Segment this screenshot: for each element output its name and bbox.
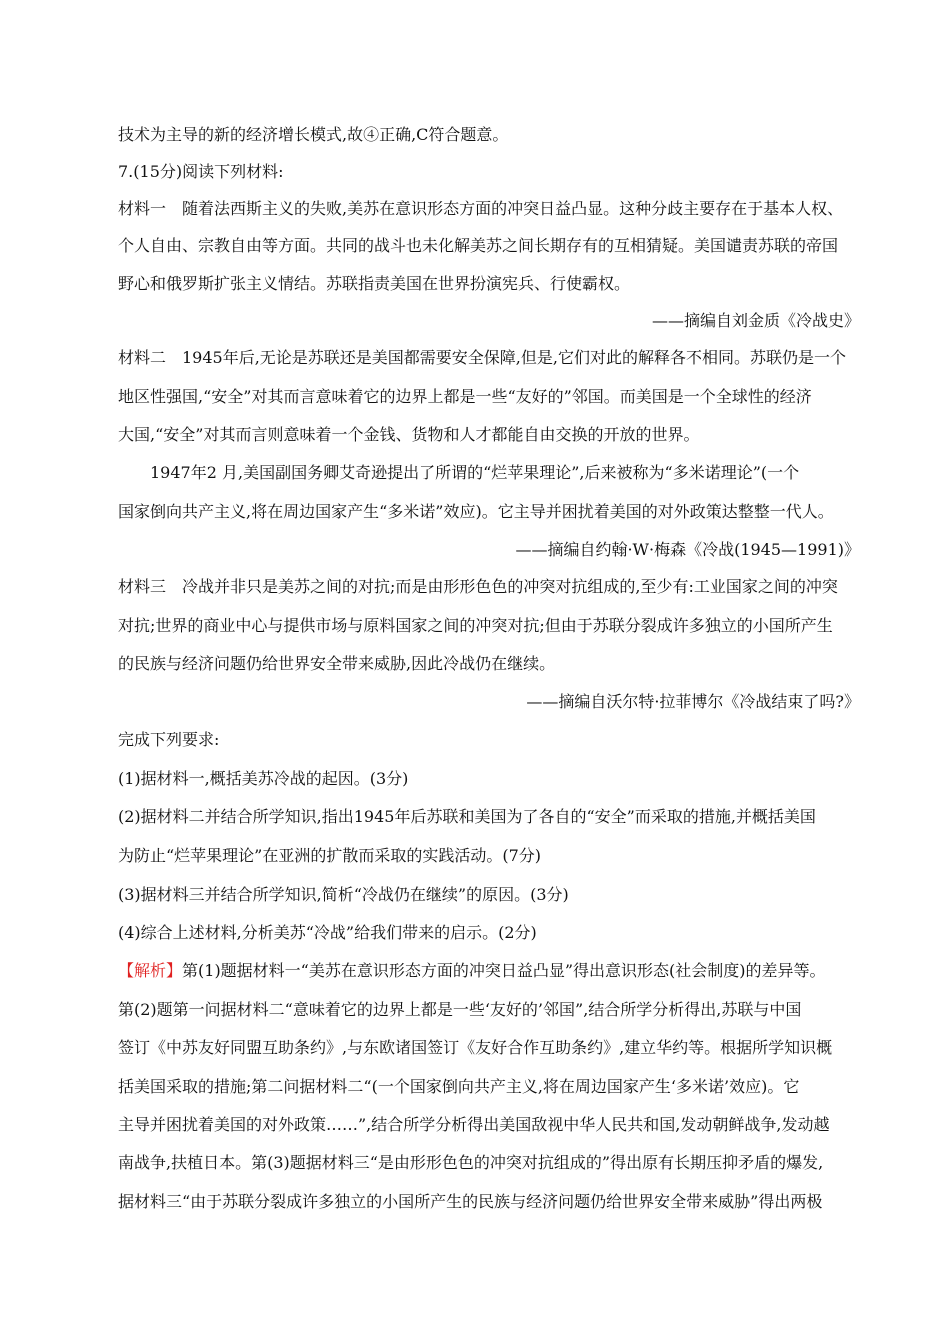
material1-source: ——摘编自刘金质《冷战史》 bbox=[651, 311, 860, 330]
requirements-header: 完成下列要求: bbox=[118, 730, 220, 749]
sub-question: (3)据材料三并结合所学知识,简析“冷战仍在继续”的原因。(3分) bbox=[118, 885, 569, 904]
material2-source: ——摘编自约翰·W·梅森《冷战(1945—1991)》 bbox=[515, 540, 860, 559]
analysis-line: 括美国采取的措施;第二问据材料二“(一个国家倒向共产主义,将在周边国家产生‘多米诺’效应)。它 bbox=[118, 1077, 800, 1096]
analysis-line: 南战争,扶植日本。第(3)题据材料三“是由形形色色的冲突对抗组成的”得出原有长期压抑矛盾的爆发, bbox=[118, 1153, 824, 1172]
material3-line: 的民族与经济问题仍给世界安全带来威胁,因此冷战仍在继续。 bbox=[118, 654, 556, 673]
analysis-tag: 【解析】 bbox=[118, 961, 183, 980]
material3-source: ——摘编自沃尔特·拉菲博尔《冷战结束了吗?》 bbox=[526, 692, 860, 711]
sub-question: 为防止“烂苹果理论”在亚洲的扩散而采取的实践活动。(7分) bbox=[118, 846, 542, 865]
analysis-line: 第(2)题第一问据材料二“意味着它的边界上都是一些‘友好的’邻国”,结合所学分析得出,苏联与中国 bbox=[118, 1000, 802, 1019]
material2-line: 材料二 1945年后,无论是苏联还是美国都需要安全保障,但是,它们对此的解释各不相同。苏联仍是一个 bbox=[118, 348, 846, 367]
continuation-text: 技术为主导的新的经济增长模式,故④正确,C符合题意。 bbox=[118, 125, 509, 144]
material2-line: 大国,“安全”对其而言则意味着一个金钱、货物和人才都能自由交换的开放的世界。 bbox=[118, 425, 700, 444]
material1-line: 材料一 随着法西斯主义的失败,美苏在意识形态方面的冲突日益凸显。这种分歧主要存在于基本人权、 bbox=[118, 199, 844, 218]
material3-line: 对抗;世界的商业中心与提供市场与原料国家之间的冲突对抗;但由于苏联分裂成许多独立的小国所产生 bbox=[118, 616, 833, 635]
material2-paragraph2-line: 1947年2 月,美国副国务卿艾奇逊提出了所谓的“烂苹果理论”,后来被称为“多米诺理论”(一个 bbox=[150, 463, 800, 482]
analysis-line: 主导并困扰着美国的对外政策……”,结合所学分析得出美国敌视中华人民共和国,发动朝鲜战争,发动越 bbox=[118, 1115, 830, 1134]
sub-question: (2)据材料二并结合所学知识,指出1945年后苏联和美国为了各自的“安全”而采取的措施,并概括美国 bbox=[118, 807, 816, 826]
question-header: 7.(15分)阅读下列材料: bbox=[118, 162, 284, 181]
sub-question: (4)综合上述材料,分析美苏“冷战”给我们带来的启示。(2分) bbox=[118, 923, 537, 942]
sub-question: (1)据材料一,概括美苏冷战的起因。(3分) bbox=[118, 769, 409, 788]
material2-paragraph2-line: 国家倒向共产主义,将在周边国家产生“多米诺”效应)。它主导并困扰着美国的对外政策达整整一代人。 bbox=[118, 502, 834, 521]
material2-line: 地区性强国,“安全”对其而言意味着它的边界上都是一些“友好的”邻国。而美国是一个全球性的经济 bbox=[118, 387, 812, 406]
analysis-line: 签订《中苏友好同盟互助条约》,与东欧诸国签订《友好合作互助条约》,建立华约等。根据所学知识概 bbox=[118, 1038, 833, 1057]
analysis-first-text: 第(1)题据材料一“美苏在意识形态方面的冲突日益凸显”得出意识形态(社会制度)的差异等。 bbox=[182, 961, 826, 980]
material3-line: 材料三 冷战并非只是美苏之间的对抗;而是由形形色色的冲突对抗组成的,至少有:工业国家之间的冲突 bbox=[118, 577, 838, 596]
analysis-first-line bbox=[118, 960, 860, 982]
material1-line: 个人自由、宗教自由等方面。共同的战斗也未化解美苏之间长期存有的互相猜疑。美国谴责苏联的帝国 bbox=[118, 236, 839, 255]
material1-line: 野心和俄罗斯扩张主义情结。苏联指责美国在世界扮演宪兵、行使霸权。 bbox=[118, 274, 631, 293]
analysis-line: 据材料三“由于苏联分裂成许多独立的小国所产生的民族与经济问题仍给世界安全带来威胁”得出两极 bbox=[118, 1192, 823, 1211]
